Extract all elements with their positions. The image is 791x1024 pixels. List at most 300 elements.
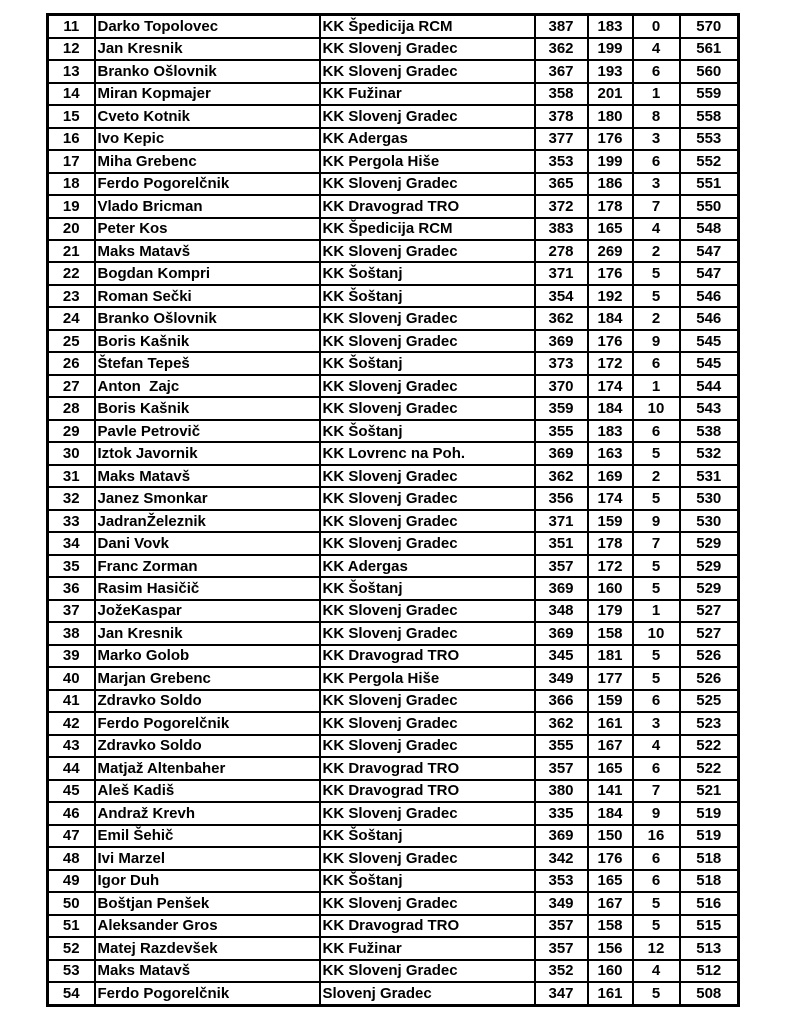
score1-cell: 353: [535, 870, 588, 892]
extra-cell: 3: [633, 173, 680, 195]
rank-cell: 39: [48, 645, 95, 667]
club-cell: KK Slovenj Gradec: [320, 510, 535, 532]
extra-cell: 1: [633, 83, 680, 105]
table-row: [48, 330, 739, 352]
total-cell: 559: [680, 83, 739, 105]
score2-cell: 158: [588, 622, 633, 644]
score1-cell: 356: [535, 487, 588, 509]
club-cell: KK Slovenj Gradec: [320, 240, 535, 262]
rank-cell: 31: [48, 465, 95, 487]
name-cell: Vlado Bricman: [95, 195, 320, 217]
score1-cell: 357: [535, 915, 588, 937]
score2-cell: 178: [588, 532, 633, 554]
table-row: [48, 712, 739, 734]
score1-cell: 351: [535, 532, 588, 554]
rank-cell: 24: [48, 307, 95, 329]
total-cell: 523: [680, 712, 739, 734]
club-cell: KK Fužinar: [320, 83, 535, 105]
name-cell: Jan Kresnik: [95, 622, 320, 644]
table-row: [48, 397, 739, 419]
club-cell: KK Slovenj Gradec: [320, 38, 535, 60]
score2-cell: 179: [588, 600, 633, 622]
club-cell: KK Šoštanj: [320, 262, 535, 284]
club-cell: KK Slovenj Gradec: [320, 307, 535, 329]
extra-cell: 2: [633, 465, 680, 487]
score1-cell: 349: [535, 892, 588, 914]
rank-cell: 46: [48, 802, 95, 824]
total-cell: 508: [680, 982, 739, 1006]
rank-cell: 52: [48, 937, 95, 959]
name-cell: Jan Kresnik: [95, 38, 320, 60]
total-cell: 548: [680, 218, 739, 240]
table-row: [48, 285, 739, 307]
club-cell: KK Slovenj Gradec: [320, 375, 535, 397]
name-cell: JadranŽeleznik: [95, 510, 320, 532]
score2-cell: 269: [588, 240, 633, 262]
club-cell: KK Slovenj Gradec: [320, 892, 535, 914]
score1-cell: 345: [535, 645, 588, 667]
total-cell: 519: [680, 802, 739, 824]
extra-cell: 7: [633, 195, 680, 217]
extra-cell: 6: [633, 757, 680, 779]
total-cell: 570: [680, 15, 739, 38]
extra-cell: 5: [633, 892, 680, 914]
score1-cell: 369: [535, 825, 588, 847]
rank-cell: 36: [48, 577, 95, 599]
extra-cell: 5: [633, 577, 680, 599]
name-cell: Igor Duh: [95, 870, 320, 892]
extra-cell: 16: [633, 825, 680, 847]
score1-cell: 354: [535, 285, 588, 307]
score1-cell: 366: [535, 690, 588, 712]
extra-cell: 3: [633, 128, 680, 150]
table-row: [48, 195, 739, 217]
score1-cell: 357: [535, 757, 588, 779]
table-row: [48, 532, 739, 554]
score2-cell: 186: [588, 173, 633, 195]
score2-cell: 184: [588, 802, 633, 824]
extra-cell: 10: [633, 622, 680, 644]
table-row: [48, 262, 739, 284]
total-cell: 547: [680, 262, 739, 284]
score2-cell: 174: [588, 487, 633, 509]
extra-cell: 5: [633, 262, 680, 284]
score1-cell: 362: [535, 38, 588, 60]
score2-cell: 159: [588, 690, 633, 712]
table-row: [48, 375, 739, 397]
club-cell: KK Adergas: [320, 555, 535, 577]
name-cell: Maks Matavš: [95, 240, 320, 262]
score1-cell: 362: [535, 307, 588, 329]
name-cell: Miha Grebenc: [95, 150, 320, 172]
club-cell: KK Slovenj Gradec: [320, 60, 535, 82]
score1-cell: 347: [535, 982, 588, 1006]
extra-cell: 5: [633, 667, 680, 689]
rank-cell: 48: [48, 847, 95, 869]
extra-cell: 6: [633, 352, 680, 374]
rank-cell: 21: [48, 240, 95, 262]
total-cell: 516: [680, 892, 739, 914]
extra-cell: 6: [633, 150, 680, 172]
total-cell: 512: [680, 960, 739, 982]
club-cell: KK Slovenj Gradec: [320, 802, 535, 824]
table-row: [48, 847, 739, 869]
total-cell: 538: [680, 420, 739, 442]
table-row: [48, 218, 739, 240]
table-row: [48, 600, 739, 622]
name-cell: Ferdo Pogorelčnik: [95, 982, 320, 1006]
total-cell: 518: [680, 847, 739, 869]
club-cell: KK Šoštanj: [320, 420, 535, 442]
score2-cell: 192: [588, 285, 633, 307]
name-cell: Rasim Hasičič: [95, 577, 320, 599]
total-cell: 546: [680, 307, 739, 329]
score1-cell: 369: [535, 442, 588, 464]
total-cell: 547: [680, 240, 739, 262]
club-cell: KK Šoštanj: [320, 352, 535, 374]
name-cell: Boris Kašnik: [95, 397, 320, 419]
extra-cell: 5: [633, 487, 680, 509]
extra-cell: 1: [633, 375, 680, 397]
score1-cell: 387: [535, 15, 588, 38]
club-cell: KK Šoštanj: [320, 285, 535, 307]
score1-cell: 365: [535, 173, 588, 195]
club-cell: KK Pergola Hiše: [320, 667, 535, 689]
name-cell: Roman Sečki: [95, 285, 320, 307]
total-cell: 529: [680, 555, 739, 577]
extra-cell: 10: [633, 397, 680, 419]
score2-cell: 158: [588, 915, 633, 937]
total-cell: 526: [680, 667, 739, 689]
club-cell: KK Slovenj Gradec: [320, 397, 535, 419]
total-cell: 543: [680, 397, 739, 419]
table-row: [48, 757, 739, 779]
table-row: [48, 105, 739, 127]
rank-cell: 45: [48, 780, 95, 802]
table-row: [48, 960, 739, 982]
total-cell: 519: [680, 825, 739, 847]
score2-cell: 156: [588, 937, 633, 959]
extra-cell: 3: [633, 712, 680, 734]
name-cell: Dani Vovk: [95, 532, 320, 554]
score1-cell: 378: [535, 105, 588, 127]
rank-cell: 26: [48, 352, 95, 374]
rank-cell: 51: [48, 915, 95, 937]
name-cell: Bogdan Kompri: [95, 262, 320, 284]
score2-cell: 183: [588, 15, 633, 38]
name-cell: Ferdo Pogorelčnik: [95, 712, 320, 734]
score2-cell: 160: [588, 960, 633, 982]
name-cell: Maks Matavš: [95, 960, 320, 982]
score2-cell: 183: [588, 420, 633, 442]
total-cell: 550: [680, 195, 739, 217]
total-cell: 522: [680, 757, 739, 779]
score1-cell: 352: [535, 960, 588, 982]
table-row: [48, 937, 739, 959]
score1-cell: 348: [535, 600, 588, 622]
score2-cell: 180: [588, 105, 633, 127]
extra-cell: 5: [633, 982, 680, 1006]
score2-cell: 184: [588, 307, 633, 329]
score2-cell: 176: [588, 262, 633, 284]
score2-cell: 201: [588, 83, 633, 105]
rank-cell: 50: [48, 892, 95, 914]
rank-cell: 41: [48, 690, 95, 712]
extra-cell: 5: [633, 285, 680, 307]
score1-cell: 377: [535, 128, 588, 150]
club-cell: KK Slovenj Gradec: [320, 690, 535, 712]
table-row: [48, 83, 739, 105]
table-row: [48, 442, 739, 464]
total-cell: 530: [680, 510, 739, 532]
rank-cell: 53: [48, 960, 95, 982]
extra-cell: 2: [633, 307, 680, 329]
table-row: [48, 128, 739, 150]
club-cell: KK Adergas: [320, 128, 535, 150]
name-cell: Branko Ošlovnik: [95, 60, 320, 82]
rank-cell: 13: [48, 60, 95, 82]
table-row: [48, 555, 739, 577]
extra-cell: 4: [633, 960, 680, 982]
score1-cell: 353: [535, 150, 588, 172]
score1-cell: 342: [535, 847, 588, 869]
total-cell: 526: [680, 645, 739, 667]
score2-cell: 176: [588, 847, 633, 869]
total-cell: 529: [680, 532, 739, 554]
rank-cell: 19: [48, 195, 95, 217]
name-cell: JožeKaspar: [95, 600, 320, 622]
rank-cell: 18: [48, 173, 95, 195]
total-cell: 515: [680, 915, 739, 937]
club-cell: KK Slovenj Gradec: [320, 847, 535, 869]
table-row: [48, 825, 739, 847]
club-cell: KK Dravograd TRO: [320, 780, 535, 802]
name-cell: Ferdo Pogorelčnik: [95, 173, 320, 195]
score1-cell: 355: [535, 735, 588, 757]
extra-cell: 6: [633, 870, 680, 892]
club-cell: KK Špedicija RCM: [320, 15, 535, 38]
club-cell: Slovenj Gradec: [320, 982, 535, 1006]
table-row: [48, 240, 739, 262]
rank-cell: 15: [48, 105, 95, 127]
total-cell: 513: [680, 937, 739, 959]
name-cell: Marjan Grebenc: [95, 667, 320, 689]
extra-cell: 12: [633, 937, 680, 959]
score1-cell: 367: [535, 60, 588, 82]
rank-cell: 37: [48, 600, 95, 622]
extra-cell: 1: [633, 600, 680, 622]
club-cell: KK Slovenj Gradec: [320, 173, 535, 195]
score1-cell: 357: [535, 937, 588, 959]
total-cell: 558: [680, 105, 739, 127]
score1-cell: 371: [535, 510, 588, 532]
name-cell: Andraž Krevh: [95, 802, 320, 824]
rank-cell: 47: [48, 825, 95, 847]
name-cell: Aleksander Gros: [95, 915, 320, 937]
rank-cell: 34: [48, 532, 95, 554]
score1-cell: 362: [535, 712, 588, 734]
rank-cell: 33: [48, 510, 95, 532]
score1-cell: 357: [535, 555, 588, 577]
score2-cell: 165: [588, 757, 633, 779]
total-cell: 530: [680, 487, 739, 509]
score1-cell: 349: [535, 667, 588, 689]
score1-cell: 372: [535, 195, 588, 217]
club-cell: KK Dravograd TRO: [320, 915, 535, 937]
rank-cell: 28: [48, 397, 95, 419]
extra-cell: 9: [633, 802, 680, 824]
total-cell: 518: [680, 870, 739, 892]
name-cell: Zdravko Soldo: [95, 690, 320, 712]
table-row: [48, 420, 739, 442]
name-cell: Ivo Kepic: [95, 128, 320, 150]
extra-cell: 9: [633, 510, 680, 532]
table-row: [48, 307, 739, 329]
name-cell: Boris Kašnik: [95, 330, 320, 352]
total-cell: 551: [680, 173, 739, 195]
table-row: [48, 60, 739, 82]
score2-cell: 165: [588, 870, 633, 892]
table-row: [48, 915, 739, 937]
score2-cell: 165: [588, 218, 633, 240]
score1-cell: 383: [535, 218, 588, 240]
rank-cell: 43: [48, 735, 95, 757]
extra-cell: 7: [633, 780, 680, 802]
rank-cell: 38: [48, 622, 95, 644]
name-cell: Iztok Javornik: [95, 442, 320, 464]
score1-cell: 278: [535, 240, 588, 262]
score2-cell: 161: [588, 712, 633, 734]
total-cell: 561: [680, 38, 739, 60]
total-cell: 545: [680, 330, 739, 352]
club-cell: KK Dravograd TRO: [320, 757, 535, 779]
extra-cell: 6: [633, 60, 680, 82]
extra-cell: 8: [633, 105, 680, 127]
table-row: [48, 667, 739, 689]
score1-cell: 373: [535, 352, 588, 374]
extra-cell: 6: [633, 847, 680, 869]
club-cell: KK Fužinar: [320, 937, 535, 959]
score2-cell: 167: [588, 892, 633, 914]
club-cell: KK Dravograd TRO: [320, 645, 535, 667]
name-cell: Miran Kopmajer: [95, 83, 320, 105]
name-cell: Ivi Marzel: [95, 847, 320, 869]
total-cell: 545: [680, 352, 739, 374]
score1-cell: 371: [535, 262, 588, 284]
table-row: [48, 465, 739, 487]
extra-cell: 4: [633, 735, 680, 757]
club-cell: KK Slovenj Gradec: [320, 960, 535, 982]
score2-cell: 167: [588, 735, 633, 757]
extra-cell: 2: [633, 240, 680, 262]
rank-cell: 29: [48, 420, 95, 442]
score2-cell: 172: [588, 555, 633, 577]
score1-cell: 370: [535, 375, 588, 397]
rank-cell: 20: [48, 218, 95, 240]
score1-cell: 362: [535, 465, 588, 487]
name-cell: Emil Šehič: [95, 825, 320, 847]
rank-cell: 54: [48, 982, 95, 1006]
club-cell: KK Slovenj Gradec: [320, 465, 535, 487]
rank-cell: 23: [48, 285, 95, 307]
total-cell: 552: [680, 150, 739, 172]
extra-cell: 0: [633, 15, 680, 38]
rank-cell: 44: [48, 757, 95, 779]
total-cell: 553: [680, 128, 739, 150]
name-cell: Anton Zajc: [95, 375, 320, 397]
table-row: [48, 690, 739, 712]
club-cell: KK Slovenj Gradec: [320, 735, 535, 757]
rank-cell: 22: [48, 262, 95, 284]
table-row: [48, 802, 739, 824]
extra-cell: 7: [633, 532, 680, 554]
club-cell: KK Slovenj Gradec: [320, 330, 535, 352]
name-cell: Zdravko Soldo: [95, 735, 320, 757]
score2-cell: 176: [588, 330, 633, 352]
score2-cell: 184: [588, 397, 633, 419]
table-row: [48, 645, 739, 667]
club-cell: KK Šoštanj: [320, 870, 535, 892]
table-row: [48, 487, 739, 509]
score2-cell: 161: [588, 982, 633, 1006]
extra-cell: 4: [633, 218, 680, 240]
score1-cell: 335: [535, 802, 588, 824]
club-cell: KK Slovenj Gradec: [320, 105, 535, 127]
club-cell: KK Dravograd TRO: [320, 195, 535, 217]
rank-cell: 30: [48, 442, 95, 464]
rank-cell: 32: [48, 487, 95, 509]
rank-cell: 17: [48, 150, 95, 172]
score2-cell: 181: [588, 645, 633, 667]
table-row: [48, 780, 739, 802]
club-cell: KK Pergola Hiše: [320, 150, 535, 172]
rank-cell: 49: [48, 870, 95, 892]
name-cell: Štefan Tepeš: [95, 352, 320, 374]
total-cell: 529: [680, 577, 739, 599]
name-cell: Peter Kos: [95, 218, 320, 240]
table-row: [48, 622, 739, 644]
name-cell: Branko Ošlovnik: [95, 307, 320, 329]
score2-cell: 176: [588, 128, 633, 150]
rank-cell: 16: [48, 128, 95, 150]
score2-cell: 169: [588, 465, 633, 487]
score1-cell: 369: [535, 622, 588, 644]
club-cell: KK Slovenj Gradec: [320, 532, 535, 554]
name-cell: Darko Topolovec: [95, 15, 320, 38]
rank-cell: 14: [48, 83, 95, 105]
total-cell: 544: [680, 375, 739, 397]
total-cell: 525: [680, 690, 739, 712]
total-cell: 521: [680, 780, 739, 802]
results-table-body: [48, 15, 739, 1006]
score2-cell: 193: [588, 60, 633, 82]
table-row: [48, 982, 739, 1006]
table-row: [48, 38, 739, 60]
results-table: [46, 13, 740, 1007]
name-cell: Matej Razdevšek: [95, 937, 320, 959]
table-row: [48, 735, 739, 757]
club-cell: KK Slovenj Gradec: [320, 600, 535, 622]
rank-cell: 40: [48, 667, 95, 689]
name-cell: Aleš Kadiš: [95, 780, 320, 802]
table-row: [48, 15, 739, 38]
score2-cell: 172: [588, 352, 633, 374]
club-cell: KK Šoštanj: [320, 577, 535, 599]
extra-cell: 9: [633, 330, 680, 352]
table-row: [48, 892, 739, 914]
total-cell: 522: [680, 735, 739, 757]
score1-cell: 359: [535, 397, 588, 419]
